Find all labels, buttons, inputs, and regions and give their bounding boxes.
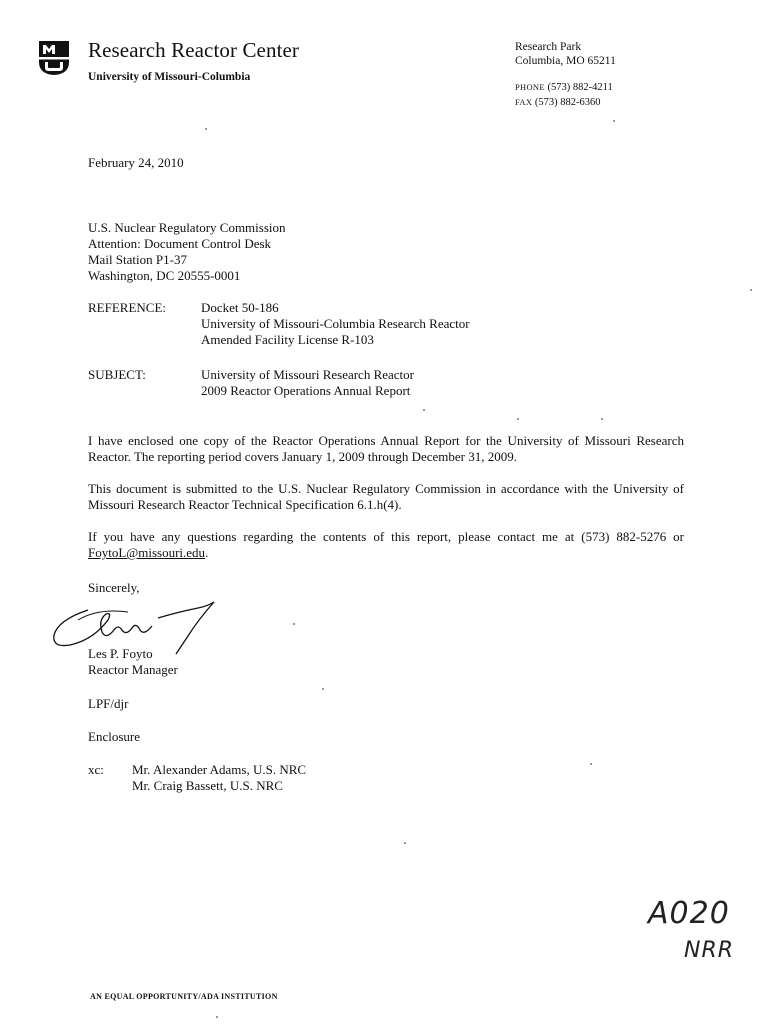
recipient-line: Mail Station P1-37 bbox=[88, 252, 187, 267]
scan-speck bbox=[613, 120, 615, 122]
scan-speck bbox=[404, 842, 406, 844]
org-subtitle: University of Missouri-Columbia bbox=[88, 71, 251, 83]
recipient-line: U.S. Nuclear Regulatory Commission bbox=[88, 220, 286, 235]
handwritten-office: NRR bbox=[684, 938, 735, 963]
body-paragraph-3 bbox=[88, 529, 684, 561]
phone-number: (573) 882-4211 bbox=[547, 82, 613, 93]
reference-line: University of Missouri-Columbia Research Reactor bbox=[201, 316, 470, 331]
scan-speck bbox=[293, 623, 295, 625]
subject-label: SUBJECT: bbox=[88, 367, 146, 382]
subject-lines bbox=[201, 367, 414, 399]
footer-statement: AN EQUAL OPPORTUNITY/ADA INSTITUTION bbox=[90, 992, 278, 1001]
recipient-address bbox=[88, 220, 286, 284]
scan-speck bbox=[322, 688, 324, 690]
scan-speck bbox=[216, 1016, 218, 1018]
address-line: Columbia, MO 65211 bbox=[515, 55, 616, 67]
body-paragraph-3-end: . bbox=[205, 545, 209, 560]
reference-line: Amended Facility License R-103 bbox=[201, 332, 374, 347]
fax-line bbox=[515, 95, 613, 110]
scan-speck bbox=[601, 418, 603, 420]
fax-number: (573) 882-6360 bbox=[534, 97, 601, 108]
cc-name: Mr. Alexander Adams, U.S. NRC bbox=[132, 762, 307, 777]
closing: Sincerely, bbox=[88, 580, 140, 595]
body-paragraph-2: This document is submitted to the U.S. Nuclear Regulatory Commission in accordance with the University of Missouri Research Reactor Technical Specification 6.1.h(4). bbox=[88, 481, 684, 512]
university-logo bbox=[38, 40, 70, 76]
body-paragraph-3-text: If you have any questions regarding the contents of this report, please contact me at (573) 882-5276 or bbox=[88, 529, 684, 544]
signer-name: Les P. Foyto bbox=[88, 646, 153, 661]
reference-line: Docket 50-186 bbox=[201, 300, 279, 315]
contact-email-link[interactable]: FoytoL@missouri.edu bbox=[88, 545, 206, 560]
enclosure-note: Enclosure bbox=[88, 729, 140, 744]
subject-line: University of Missouri Research Reactor bbox=[201, 367, 415, 382]
reference-label: REFERENCE: bbox=[88, 300, 167, 315]
cc-name: Mr. Craig Bassett, U.S. NRC bbox=[132, 778, 283, 793]
handwritten-code: A020 bbox=[648, 896, 730, 931]
contact-block bbox=[515, 80, 613, 110]
letter-date: February 24, 2010 bbox=[88, 155, 184, 170]
signer-title: Reactor Manager bbox=[88, 662, 178, 677]
typist-initials: LPF/djr bbox=[88, 696, 129, 711]
org-name: Research Reactor Center bbox=[88, 38, 300, 62]
phone-label: PHONE bbox=[515, 82, 545, 92]
phone-line bbox=[515, 80, 613, 95]
cc-label: xc: bbox=[88, 762, 104, 777]
scan-speck bbox=[750, 289, 752, 291]
fax-label: FAX bbox=[515, 97, 533, 107]
scan-speck bbox=[205, 128, 207, 130]
scan-speck bbox=[590, 763, 592, 765]
recipient-line: Washington, DC 20555-0001 bbox=[88, 268, 241, 283]
scan-speck bbox=[517, 418, 519, 420]
address-block bbox=[515, 40, 616, 68]
scan-speck bbox=[423, 409, 425, 411]
reference-lines bbox=[201, 300, 470, 348]
body-paragraph-1: I have enclosed one copy of the Reactor Operations Annual Report for the University of Missouri Research Reactor. The reporting period covers January 1, 2009 through December 31, 2009. bbox=[88, 433, 684, 464]
address-line: Research Park bbox=[515, 41, 582, 53]
cc-list bbox=[132, 762, 306, 794]
subject-line: 2009 Reactor Operations Annual Report bbox=[201, 383, 411, 398]
recipient-line: Attention: Document Control Desk bbox=[88, 236, 272, 251]
